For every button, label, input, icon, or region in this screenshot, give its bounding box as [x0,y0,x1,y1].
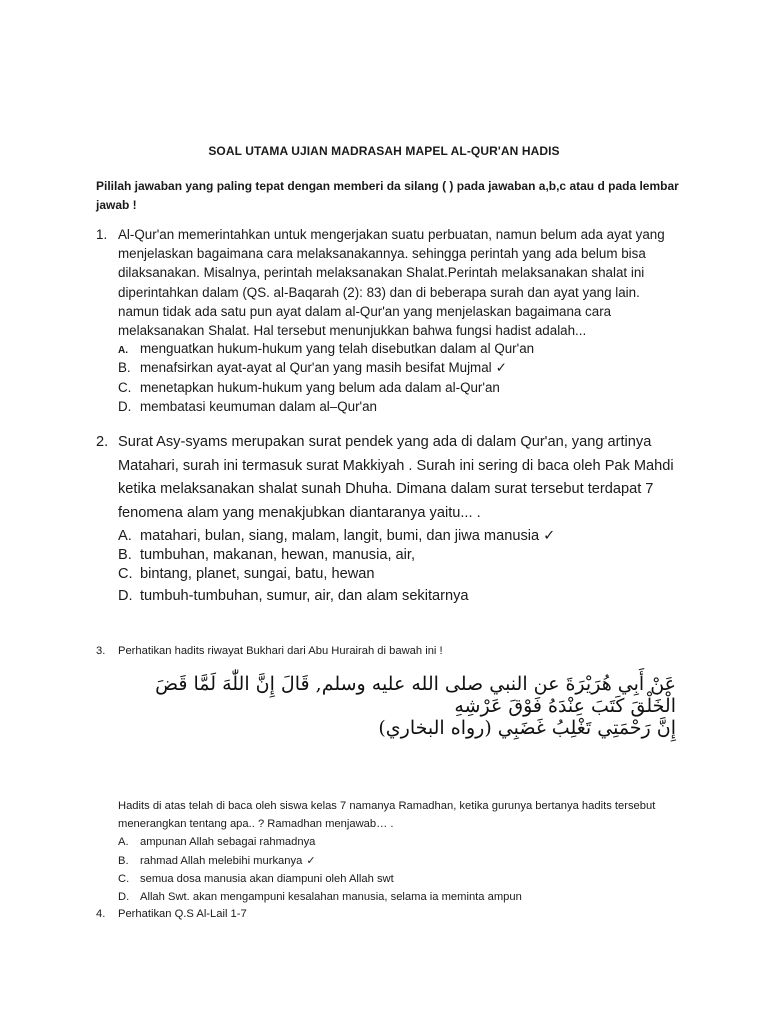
option-b [118,358,534,377]
option-c [118,378,534,397]
option-letter: B. [118,546,132,563]
instruction-text: Pililah jawaban yang paling tepat dengan memberi da silang ( ) pada jawaban a,b,c atau d pada lembar jawab ! [96,179,679,212]
option-b [118,852,698,870]
check-mark: ✓ [543,528,556,544]
option-letter: B. [118,360,131,376]
option-letter: B. [118,854,129,867]
question-number: 2. [96,434,109,450]
option-c [118,870,698,888]
arabic-hadith-line-2: إِنَّ رَحْمَتِي تَغْلِبُ غَضَبِي (رواه البخاري) [378,717,676,739]
option-d [118,397,534,416]
options-list [118,339,534,416]
option-text: membatasi keumuman dalam al–Qur'an [140,398,378,414]
options-list [118,527,555,606]
option-text: menetapkan hukum-hukum yang belum ada dalam al-Qur'an [140,379,500,395]
options-list [118,833,698,906]
question-number: 3. [96,645,106,657]
option-d [118,587,555,606]
option-a [118,833,698,851]
option-text: menguatkan hukum-hukum yang telah disebutkan dalam al Qur'an [140,341,535,356]
question-stem: Perhatikan hadits riwayat Bukhari dari Abu Hurairah di bawah ini ! [118,645,443,657]
question-stem: Perhatikan Q.S Al-Lail 1-7 [118,908,247,920]
option-b [118,546,555,565]
question-stem: Surat Asy-syams merupakan surat pendek yang ada di dalam Qur'an, yang artinya Matahari, surah ini termasuk surat Makkiyah . Surah ini sering di baca oleh Pak Mahdi ketika melaksanakan shalat sunah Dhuha. Dimana dalam surat tersebut terdapat 7 fenomena alam yang menakjubkan diantaranya yaitu... . [118,434,674,521]
option-a [118,339,534,358]
option-text: tumbuhan, makanan, hewan, manusia, air, [140,546,416,563]
question-number: 4. [96,908,106,920]
option-text: tumbuh-tumbuhan, sumur, air, dan alam sekitarnya [140,588,469,605]
question-3-body [118,797,698,906]
option-text: ampunan Allah sebagai rahmadnya [140,836,316,849]
check-mark: ✓ [495,360,507,376]
option-letter: D. [118,398,132,414]
question-stem: Al-Qur'an memerintahkan untuk mengerjakan suatu perbuatan, namun belum ada ayat yang menjelaskan bagaimana cara melaksanakannya. sehingga perintah yang ada belum bisa dilaksanakan. Misalnya, perintah melaksanakan Shalat.Perintah melaksanakan shalat ini diperintahkan dalam (QS. al-Baqarah (2): 83) dan di beberapa surah dan ayat yang lain. namun tidak ada satu pun ayat dalam al-Qur'an yang menjelaskan bagaimana cara melaksanakan Shalat. Hal tersebut menunjukkan bahwa fungsi hadist adalah... [118,227,665,339]
page-title: SOAL UTAMA UJIAN MADRASAH MAPEL AL-QUR'AN HADIS [208,144,560,158]
check-mark: ✓ [306,854,316,867]
question-text: Hadits di atas telah di baca oleh siswa kelas 7 namanya Ramadhan, ketika gurunya bertanya hadits tersebut menerangkan tentang apa.. ? Ramadhan menjawab… . [118,800,656,831]
option-d [118,888,698,906]
option-c [118,565,555,584]
option-letter: C. [118,565,133,582]
option-text: bintang, planet, sungai, batu, hewan [140,565,375,582]
question-number: 1. [96,227,108,242]
option-letter: D. [118,891,130,904]
option-text: rahmad Allah melebihi murkanya [140,854,303,867]
option-letter: A. [118,836,129,849]
option-letter: A. [118,528,132,544]
arabic-hadith-line-1: عَنْ أَبِي هُرَيْرَةَ عن النبي صلى الله عليه وسلم, قَالَ إِنَّ اللّٰهَ لَمَّا قَضَ الْخَلْقَ كَتَبَ عِنْدَهُ فَوْقَ عَرْشِهِ [155,673,676,717]
option-a [118,527,555,546]
option-letter: D. [118,588,133,605]
option-text: matahari, bulan, siang, malam, langit, bumi, dan jiwa manusia [140,528,540,544]
option-letter: C. [118,872,130,885]
option-text: menafsirkan ayat-ayat al Qur'an yang masih besifat Mujmal [140,360,492,376]
option-letter: C. [118,379,132,395]
option-text: semua dosa manusia akan diampuni oleh Allah swt [140,872,394,885]
option-text: Allah Swt. akan mengampuni kesalahan manusia, selama ia meminta ampun [140,891,522,904]
option-letter: A. [118,345,128,356]
